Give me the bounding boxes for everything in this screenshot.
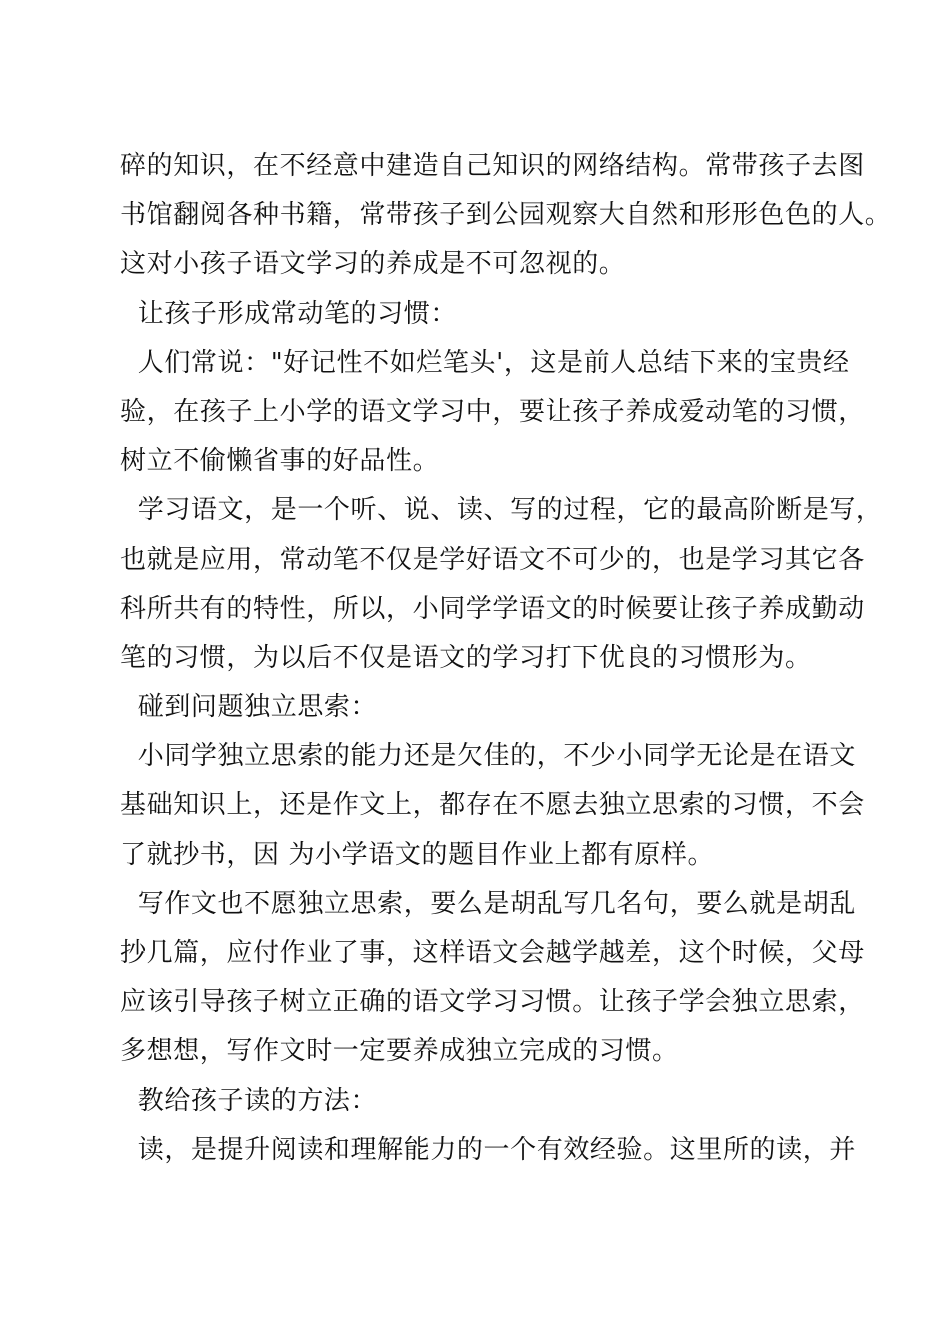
section-heading: 碰到问题独立思索： <box>120 692 378 723</box>
text-line: 读，是提升阅读和理解能力的一个有效经验。这里所的读，并 <box>120 1134 856 1165</box>
text-line: 学习语文，是一个听、说、读、写的过程，它的最高阶断是写， <box>120 495 883 526</box>
document-body <box>120 142 892 1175</box>
section-heading: 教给孩子读的方法： <box>120 1085 378 1116</box>
text-line: 这对小孩子语文学习的养成是不可忽视的。 <box>120 249 626 280</box>
text-line: 多想想，写作文时一定要养成独立完成的习惯。 <box>120 1036 679 1067</box>
text-line: 基础知识上，还是作文上，都存在不愿去独立思索的习惯，不会 <box>120 790 865 821</box>
text-line: 人们常说："好记性不如烂笔头'，这是前人总结下来的宝贵经 <box>120 347 850 378</box>
text-line: 也就是应用，常动笔不仅是学好语文不可少的，也是学习其它各 <box>120 544 865 575</box>
text-line: 应该引导孩子树立正确的语文学习习惯。让孩子学会独立思索， <box>120 987 865 1018</box>
text-line: 小同学独立思索的能力还是欠佳的，不少小同学无论是在语文 <box>120 741 856 772</box>
section-heading: 让孩子形成常动笔的习惯： <box>120 298 457 329</box>
text-line: 了就抄书，因 为小学语文的题目作业上都有原样。 <box>120 839 715 870</box>
text-line: 碎的知识，在不经意中建造自己知识的网络结构。常带孩子去图 <box>120 151 865 181</box>
text-line: 笔的习惯，为以后不仅是语文的学习打下优良的习惯形为。 <box>120 642 812 673</box>
text-line: 科所共有的特性，所以，小同学学语文的时候要让孩子养成勤动 <box>120 593 865 624</box>
text-line: 写作文也不愿独立思索，要么是胡乱写几名句，要么就是胡乱 <box>120 888 856 919</box>
text-line: 书馆翻阅各种书籍，常带孩子到公园观察大自然和形形色色的人。 <box>120 200 892 231</box>
text-line: 树立不偷懒省事的好品性。 <box>120 446 440 477</box>
text-line: 抄几篇，应付作业了事，这样语文会越学越差，这个时候，父母 <box>120 938 865 968</box>
text-line: 验，在孩子上小学的语文学习中，要让孩子养成爱动笔的习惯， <box>120 396 865 427</box>
